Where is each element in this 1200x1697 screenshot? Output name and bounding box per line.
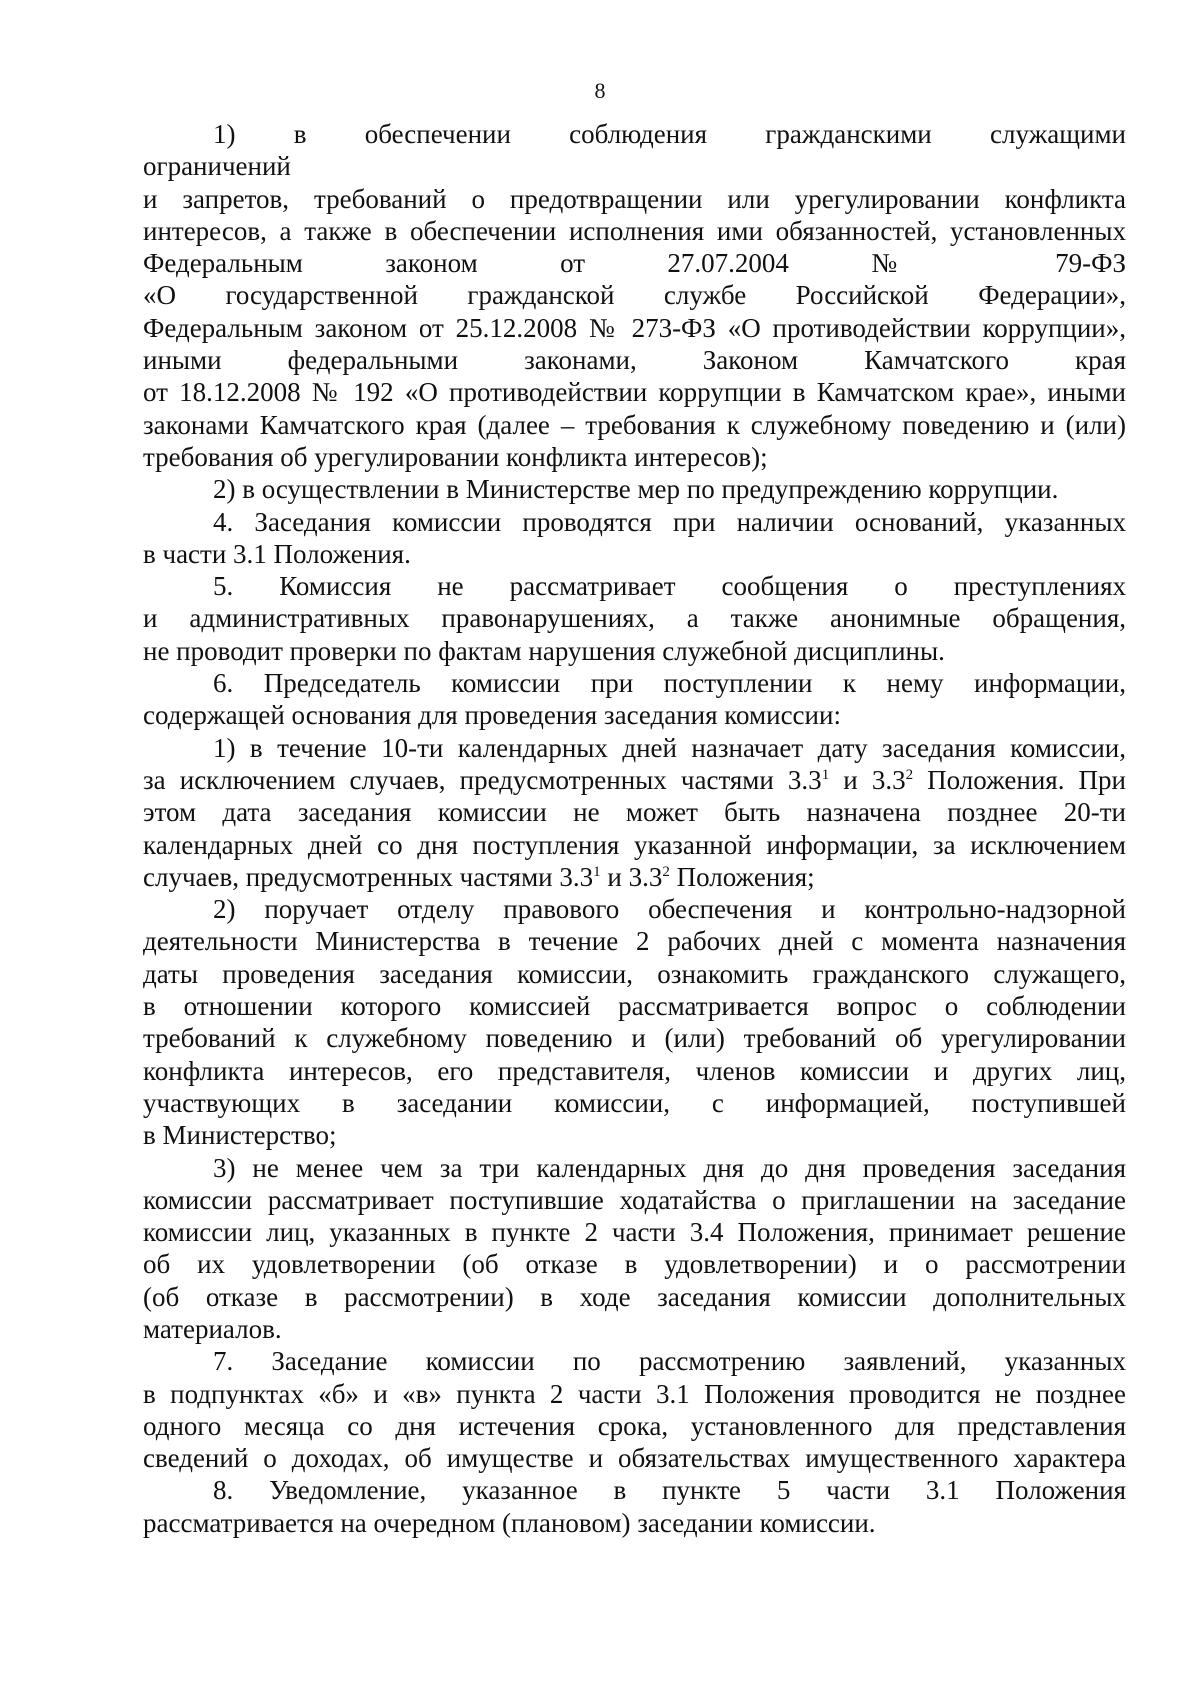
text-line: за исключением случаев, предусмотренных частями $3.3^1$ и $3.3^2$ Положения. При xyxy=(143,764,1126,795)
text-line: материалов. xyxy=(143,1313,282,1344)
text-line: «О государственной гражданской службе Российской Федерации», xyxy=(143,280,1126,311)
text-line: сведений о доходах, об имуществе и обязательствах имущественного характера xyxy=(143,1443,1126,1474)
text-line: рассматривается на очередном (плановом) заседании комиссии. xyxy=(143,1507,876,1538)
text-line: ограничений xyxy=(143,151,291,182)
text-line: 6. Председатель комиссии при поступлении к нему информации, xyxy=(213,668,1126,699)
text-line: комиссии рассматривает поступившие ходатайства о приглашении на заседание xyxy=(143,1184,1126,1215)
text-line: 3) не менее чем за три календарных дня до дня проведения заседания xyxy=(213,1152,1126,1183)
text-line: календарных дней со дня поступления указанной информации, за исключением xyxy=(143,829,1126,860)
text-line: даты проведения заседания комиссии, ознакомить гражданского служащего, xyxy=(143,958,1126,989)
text-line: законами Камчатского края (далее – требования к служебному поведению и (или) xyxy=(143,409,1126,440)
text-line: в Министерство; xyxy=(143,1120,337,1151)
text-line: участвующих в заседании комиссии, с информацией, поступившей xyxy=(143,1087,1126,1118)
text-line: требований к служебному поведению и (или) требований об урегулировании xyxy=(143,1023,1126,1054)
text-line: в отношении которого комиссией рассматривается вопрос о соблюдении xyxy=(143,991,1126,1022)
text-line: 5. Комиссия не рассматривает сообщения о преступлениях xyxy=(213,571,1126,602)
page-number: 8 xyxy=(594,78,606,103)
text-line: 7. Заседание комиссии по рассмотрению заявлений, указанных xyxy=(213,1346,1126,1377)
text-line: комиссии лиц, указанных в пункте 2 части 3.4 Положения, принимает решение xyxy=(143,1217,1126,1248)
text-line: 1) в обеспечении соблюдения гражданскими служащими xyxy=(213,119,1126,149)
text-line: содержащей основания для проведения заседания комиссии: xyxy=(143,700,841,731)
text-line: 2) в осуществлении в Министерстве мер по предупреждению коррупции. xyxy=(213,474,1059,505)
text-line: 8. Уведомление, указанное в пункте 5 части 3.1 Положения xyxy=(213,1475,1126,1506)
text-line: 4. Заседания комиссии проводятся при наличии оснований, указанных xyxy=(213,506,1126,537)
text-line: и административных правонарушениях, а также анонимные обращения, xyxy=(143,603,1126,634)
text-line: интересов, а также в обеспечении исполнения ими обязанностей, установленных xyxy=(143,215,1126,246)
text-line: в подпунктах «б» и «в» пункта 2 части 3.1 Положения проводится не позднее xyxy=(143,1378,1126,1409)
text-line: одного месяца со дня истечения срока, установленного для представления xyxy=(143,1410,1126,1441)
text-line: от 18.12.2008 № 192 «О противодействии коррупции в Камчатском крае», иными xyxy=(143,377,1126,408)
text-line: (об отказе в рассмотрении) в ходе заседания комиссии дополнительных xyxy=(143,1281,1126,1312)
text-line: и запретов, требований о предотвращении или урегулировании конфликта xyxy=(143,183,1126,214)
text-line: Федеральным законом от 25.12.2008 № 273-ФЗ «О противодействии коррупции», xyxy=(143,312,1126,343)
text-line: случаев, предусмотренных частями $3.3^1$ и $3.3^2$ Положения; xyxy=(143,861,815,892)
text-line: об их удовлетворении (об отказе в удовлетворении) и о рассмотрении xyxy=(143,1249,1126,1280)
text-line: требования об урегулировании конфликта интересов); xyxy=(143,441,768,472)
document-body xyxy=(143,118,1126,1539)
text-line: в части 3.1 Положения. xyxy=(143,538,411,569)
text-line: не проводит проверки по фактам нарушения служебной дисциплины. xyxy=(143,635,945,666)
text-line: 2) поручает отделу правового обеспечения и контрольно-надзорной xyxy=(213,894,1126,925)
text-line: этом дата заседания комиссии не может быть назначена позднее 20-ти xyxy=(143,797,1126,828)
text-line: деятельности Министерства в течение 2 рабочих дней с момента назначения xyxy=(143,926,1126,957)
text-line: конфликта интересов, его представителя, членов комиссии и других лиц, xyxy=(143,1055,1126,1086)
text-line: иными федеральными законами, Законом Камчатского края xyxy=(143,345,1126,376)
text-line: 1) в течение 10-ти календарных дней назначает дату заседания комиссии, xyxy=(213,732,1126,763)
text-line: Федеральным законом от 27.07.2004 № 79-ФЗ xyxy=(143,248,1126,279)
